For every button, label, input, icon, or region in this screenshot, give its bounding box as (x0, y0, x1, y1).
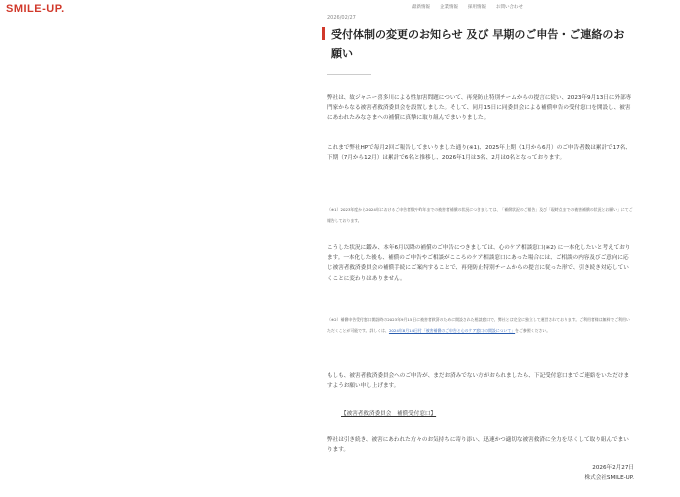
nav-item-company[interactable]: 企業情報 (440, 5, 458, 10)
sign-company: 株式会社SMILE-UP. (584, 475, 634, 481)
footnote-2 (327, 315, 633, 336)
paragraph-request: もしも、被害者救済委員会へのご申告が、まだお済みでない方がおられましたら、下記受付窓口までご連絡をいただけますようお願い申し上げます。 (327, 373, 630, 390)
footnote-2-link[interactable]: 2024年8月14日付「被害補償のご申告と心のケア窓口の開設について」 (388, 327, 516, 333)
page-title: 受付体制の変更のお知らせ 及び 早期のご申告・ご連絡のお願い (331, 28, 625, 60)
nav-item-recruit[interactable]: 採用情報 (468, 5, 486, 10)
paragraph-intro: 弊社は、故ジャニー喜多川による性加害問題について、再発防止特別チームからの提言に従い、2023年9月13日に外部専門家からなる被害者救済委員会を設置しました。そして、同月15日に同委員会による補償申告の受付窓口を開設し、被害にあわれたみなさまへの補償に真摯に取り組んでまいりました。 (327, 95, 632, 122)
title-accent-bar (322, 27, 325, 40)
paragraph-closing: 弊社は引き続き、被害にあわれた方々のお気持ちに寄り添い、迅速かつ適切な被害救済に全力を尽くして取り組んでまいります。 (327, 437, 629, 454)
footnote-1: （※1）2023年度から2024年におけるご申告者数や昨年までの被害者補償の状況につきましては、「補償状況のご報告」及び「現時点までの被害補償の状況とお願い」にてご報告しております。 (327, 207, 633, 223)
nav-item-news[interactable]: 最新情報 (412, 5, 430, 10)
brand-logo[interactable]: SMILE-UP. (6, 3, 65, 15)
paragraph-status: これまで弊社HPで毎月2回ご報告してまいりました通り(※1)、2025年上期（1月から6月）のご申告者数は累計で17名、下期（7月から12月）は累計で6名と推移し、2026年1月は3名、2月は0名となっております。 (327, 145, 631, 162)
nav-item-contact[interactable]: お問い合わせ (496, 5, 523, 10)
footnote-2-tail: をご参照ください。 (515, 327, 551, 333)
footnote-2-text: （※2）補償申告受付窓口開設時の2023年9月15日に被害者救済のために開設された相談窓口で、弊社とは完全に独立して運営されております。ご利用者様は無料でご利用いただくことが可能です。詳しくは、 (327, 317, 630, 333)
paragraph-consolidation: こうした状況に鑑み、本年6月以降の補償のご申告につきましては、心のケア相談窓口(※2) に一本化したいと考えております。一本化した後も、補償のご申告やご相談がこころのケア相談窓口にあった場合には、ご相談の内容及びご意向に応じ被害者救済委員会の補償手続にご案内することで、再発防止特別チームからの提言に従った形で、引き続き対応していくことに変わりはありません。 (327, 245, 631, 282)
title-divider (327, 74, 371, 75)
top-nav (412, 4, 523, 10)
sign-date: 2026年2月27日 (592, 465, 634, 471)
contact-heading: 【被害者救済委員会 補償受付窓口】 (341, 411, 437, 417)
signature-block (585, 463, 634, 483)
article-date: 2026/02/27 (327, 15, 356, 21)
